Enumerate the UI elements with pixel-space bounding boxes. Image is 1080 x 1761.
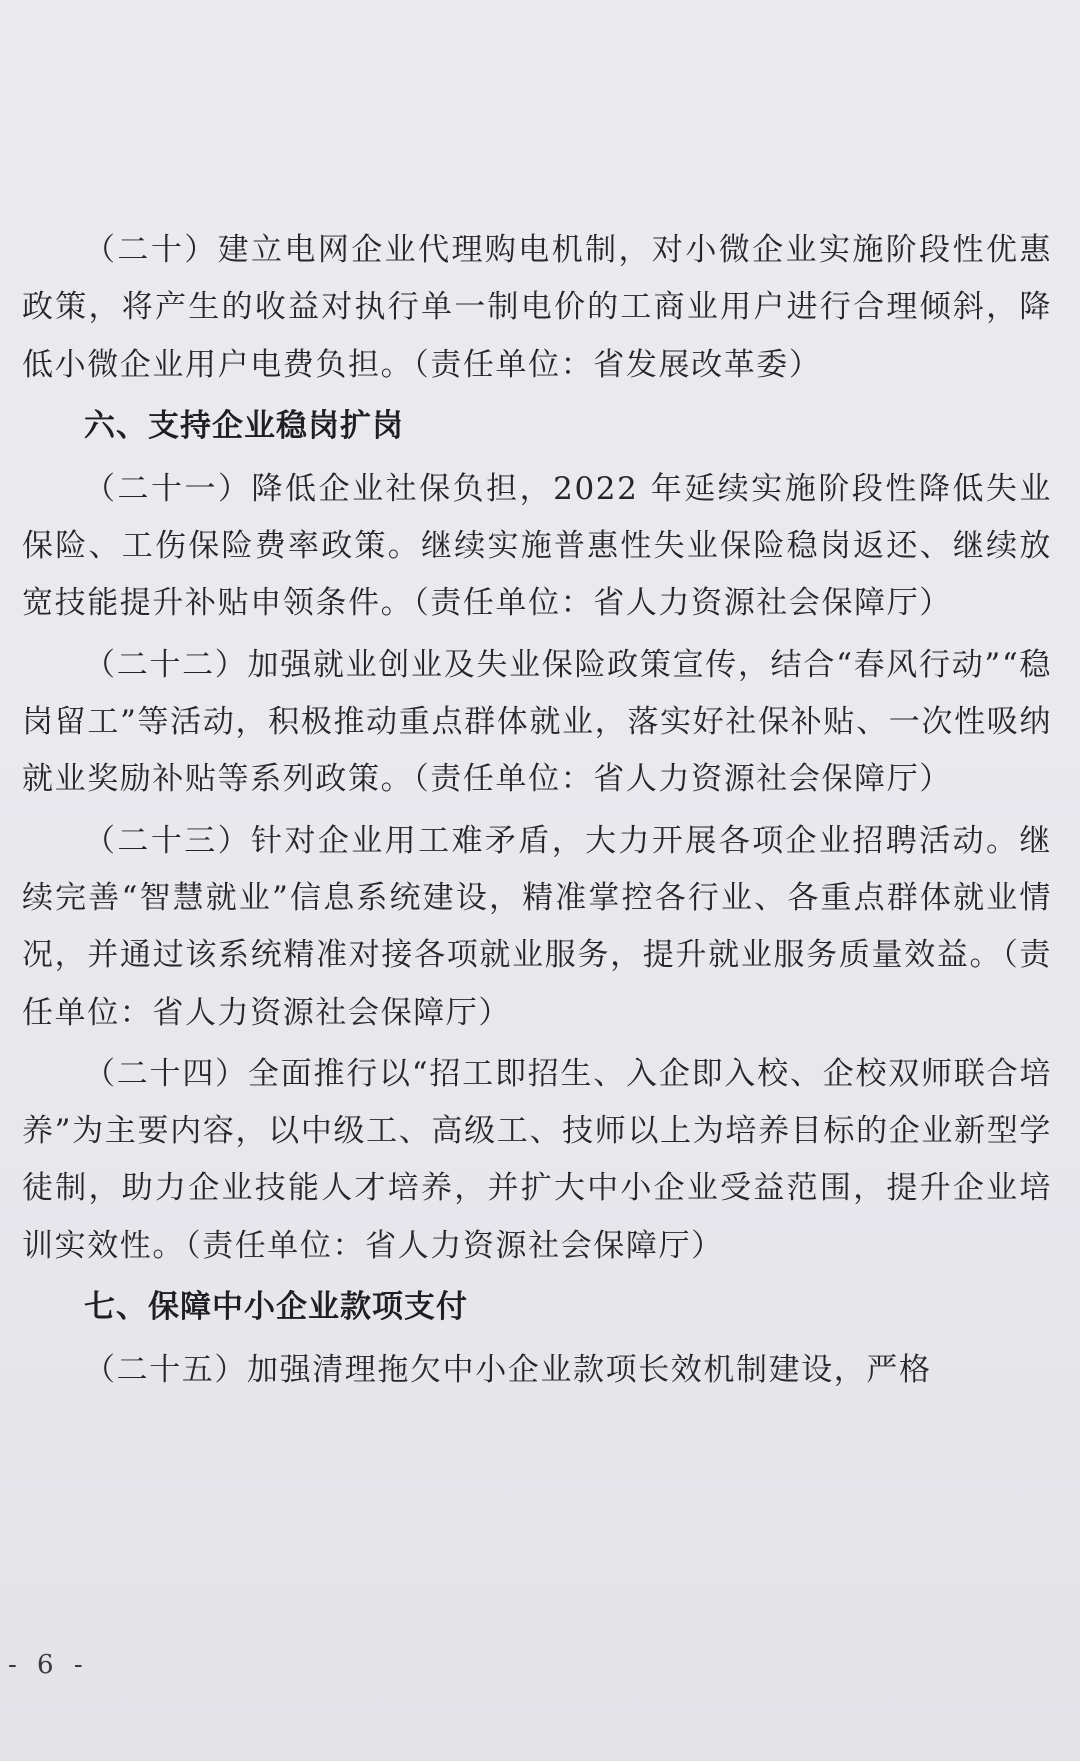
document-body [22,222,1052,1403]
section-heading-6: 六、支持企业稳岗扩岗 [84,407,404,444]
paragraph-text: 加强就业创业及失业保险政策宣传，结合“春风行动”“稳岗留工”等活动，积极推动重点群体就业，落实好社保补贴、一次性吸纳就业奖励补贴等系列政策。（责任单位：省人力资源社会保障厅） [22,646,1052,798]
paragraph-item-22 [22,637,1052,809]
paragraph-item-24 [22,1046,1052,1275]
item-number: （二十二） [84,646,248,683]
item-number: （二十一） [84,470,252,507]
paragraph-text: 针对企业用工难矛盾，大力开展各项企业招聘活动。继续完善“智慧就业”信息系统建设，精准掌控各行业、各重点群体就业情况，并通过该系统精准对接各项就业服务，提升就业服务质量效益。（责任单位：省人力资源社会保障厅） [22,822,1053,1031]
paragraph-item-25 [22,1342,1052,1399]
paragraph-text: 建立电网企业代理购电机制，对小微企业实施阶段性优惠政策，将产生的收益对执行单一制电价的工商业用户进行合理倾斜，降低小微企业用户电费负担。（责任单位：省发展改革委） [22,232,1053,383]
paragraph-item-20 [22,222,1052,394]
item-number: （二十四） [84,1055,248,1092]
item-number: （二十三） [84,822,252,859]
paragraph-text: 加强清理拖欠中小企业款项长效机制建设，严格 [247,1352,932,1389]
paragraph-item-21 [22,461,1052,633]
paragraph-text: 全面推行以“招工即招生、入企即入校、企校双师联合培养”为主要内容，以中级工、高级工、技师以上为培养目标的企业新型学徒制，助力企业技能人才培养，并扩大中小企业受益范围，提升企业培训实效性。（责任单位：省人力资源社会保障厅） [22,1055,1052,1264]
item-number: （二十五） [84,1352,247,1389]
paragraph-text: 降低企业社保负担，2022 年延续实施阶段性降低失业保险、工伤保险费率政策。继续实施普惠性失业保险稳岗返还、继续放宽技能提升补贴申领条件。（责任单位：省人力资源社会保障厅） [22,470,1052,622]
section-heading-7: 七、保障中小企业款项支付 [84,1289,468,1326]
page-number: - 6 - [8,1650,89,1680]
paragraph-item-23 [22,813,1052,1042]
item-number: （二十） [84,232,218,268]
